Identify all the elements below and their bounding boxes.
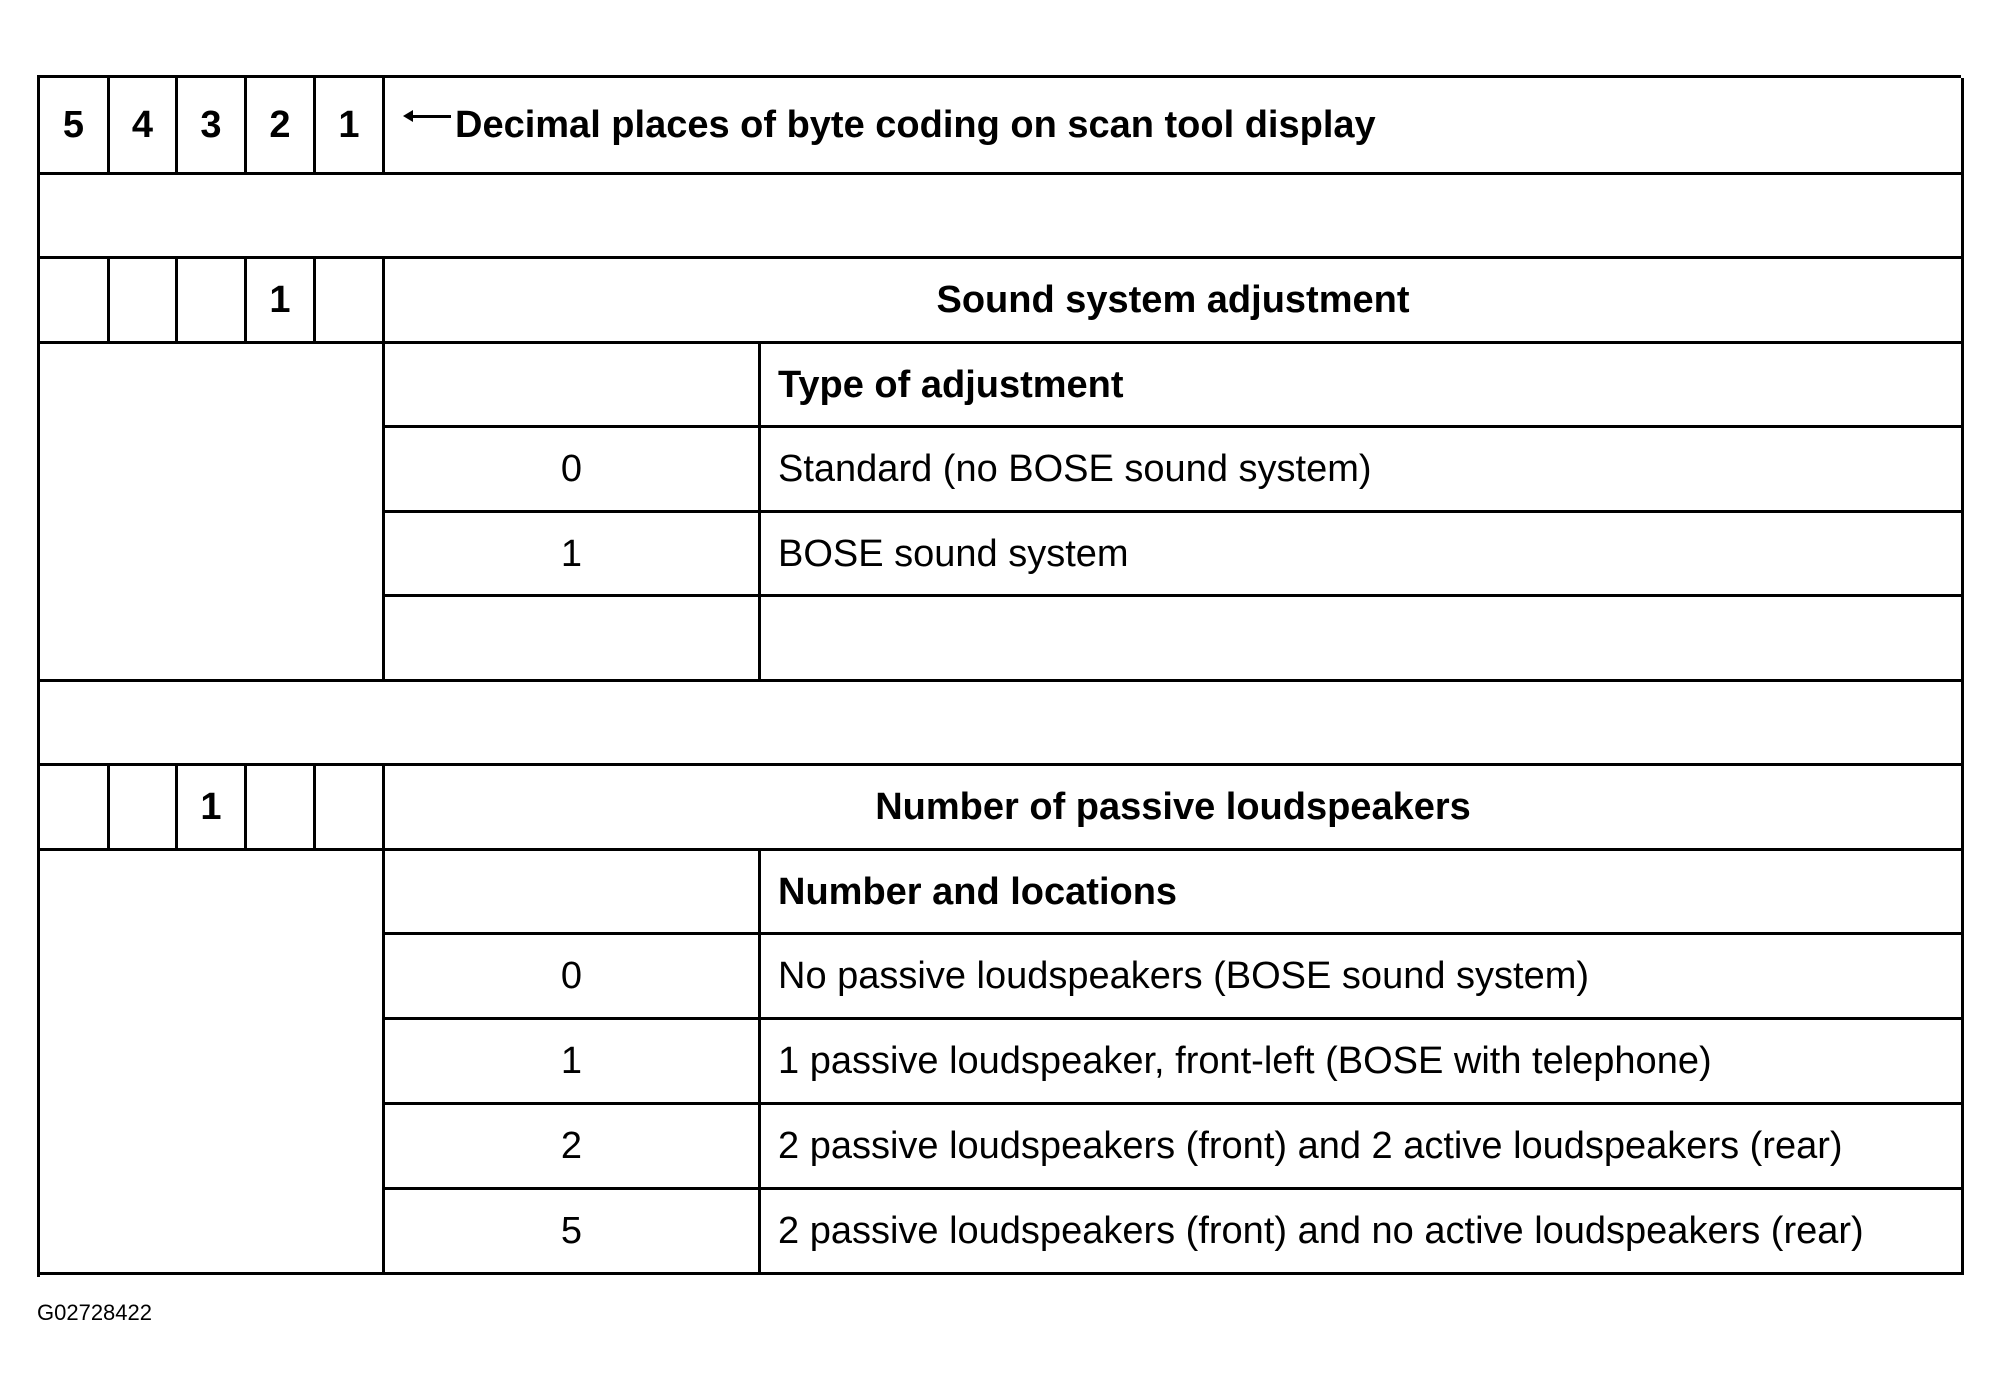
spacer-row [40,682,1964,766]
digit-1: 1 [316,78,385,175]
section-title: Sound system adjustment [385,259,1964,344]
section-title: Number of passive loudspeakers [385,766,1964,851]
coding-table [37,75,1961,1277]
s1-digit-1 [316,259,385,344]
s2-digit-2 [247,766,316,851]
digit-2: 2 [247,78,316,175]
s2-marker: 1 [178,766,247,851]
code-cell: 5 [385,1190,761,1275]
code-cell: 0 [385,935,761,1020]
column-heading: Type of adjustment [761,344,1964,428]
code-cell: 0 [385,428,761,513]
figure-id: G02728422 [37,1300,152,1325]
s1-marker: 1 [247,259,316,344]
description-cell: 2 passive loudspeakers (front) and 2 active loudspeakers (rear) [761,1105,1964,1190]
s1-digit-5 [40,259,110,344]
s1-code-head [385,344,761,428]
description-cell [761,597,1964,682]
s1-digit-3 [178,259,247,344]
header-label: Decimal places of byte coding on scan tool display [455,104,1376,146]
digit-3: 3 [178,78,247,175]
digit-4: 4 [110,78,178,175]
header-label-cell [385,78,1964,175]
code-cell: 2 [385,1105,761,1190]
left-arrow-icon [403,107,451,127]
code-cell [385,597,761,682]
description-cell: No passive loudspeakers (BOSE sound system) [761,935,1964,1020]
s2-code-head [385,851,761,935]
digit-5: 5 [40,78,110,175]
column-heading: Number and locations [761,851,1964,935]
description-cell: BOSE sound system [761,513,1964,597]
description-cell: Standard (no BOSE sound system) [761,428,1964,513]
s2-left-blank [40,851,385,1275]
s2-digit-4 [110,766,178,851]
code-cell: 1 [385,513,761,597]
description-cell: 1 passive loudspeaker, front-left (BOSE with telephone) [761,1020,1964,1105]
s1-digit-4 [110,259,178,344]
s2-digit-5 [40,766,110,851]
code-cell: 1 [385,1020,761,1105]
s1-left-blank [40,344,385,682]
s2-digit-1 [316,766,385,851]
description-cell: 2 passive loudspeakers (front) and no active loudspeakers (rear) [761,1190,1964,1275]
spacer-row [40,175,1964,259]
